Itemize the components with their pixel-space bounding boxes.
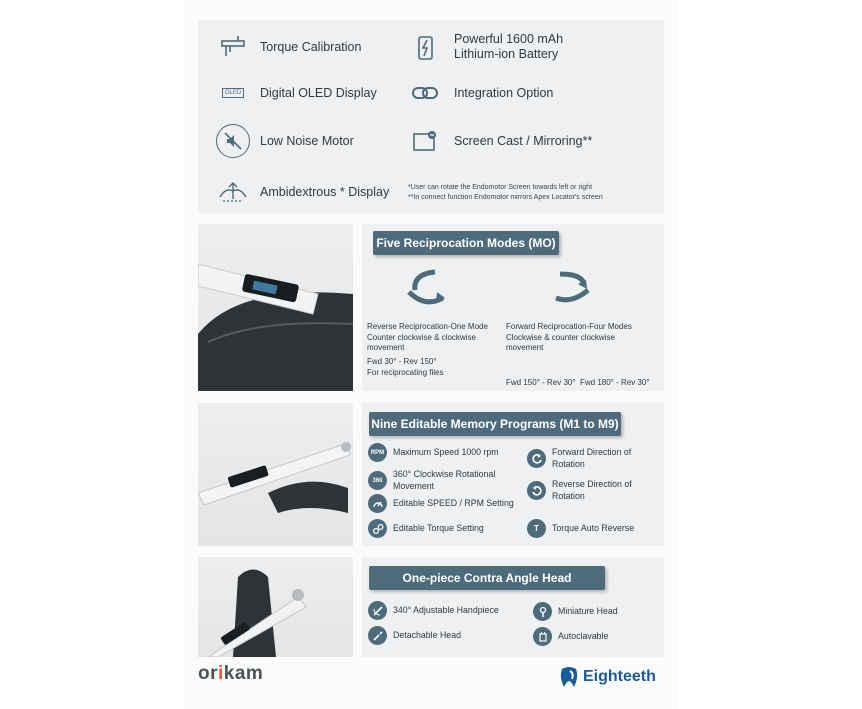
feature-label [552, 447, 631, 470]
footnote-1: *User can rotate the Endomotor Screen towards left or right [408, 184, 593, 191]
reverse-rotation-icon [405, 268, 447, 317]
feature-label: Editable Torque Setting [393, 522, 484, 533]
adjustable-handpiece-icon [368, 601, 387, 620]
reverse-line-2: Counter clockwise & clockwise [367, 332, 476, 342]
eighteeth-logo [558, 665, 656, 689]
feature-miniature-head [533, 602, 618, 621]
feature-label: Maximum Speed 1000 rpm [393, 446, 499, 457]
eighteeth-text: Eighteeth [583, 668, 656, 685]
contra-angle-photo [198, 557, 353, 657]
feature-label: Torque Calibration [260, 39, 362, 54]
detachable-head-icon [368, 626, 387, 645]
feature-label: Autoclavable [558, 630, 609, 641]
feature-max-speed [368, 443, 499, 462]
caliper-icon [216, 30, 250, 64]
feature-integration [408, 76, 553, 110]
forward-description [506, 322, 632, 354]
feature-autoclavable [533, 627, 608, 646]
battery-line-1: Powerful 1600 mAh [454, 32, 564, 46]
feature-label: Ambidextrous * Display [260, 184, 390, 199]
feature-editable-torque [368, 519, 484, 538]
reverse-line-1: Reverse Reciprocation-One Mode [367, 322, 488, 331]
forward-line-2: Clockwise & counter clockwise [506, 332, 615, 342]
feature-oled [216, 76, 377, 110]
orikam-text-3: kam [223, 663, 264, 684]
miniature-head-icon [533, 602, 552, 621]
link-icon [408, 76, 442, 110]
feature-torque-calibration [216, 30, 361, 64]
reverse-line-3: movement [367, 343, 405, 352]
feature-reverse-direction [527, 479, 632, 502]
feature-label [454, 32, 563, 62]
oled-badge: OLED [222, 88, 244, 98]
tooth-icon [558, 665, 580, 689]
feature-label [552, 479, 632, 502]
reverse-line-5: For reciprocating files [367, 367, 444, 377]
feature-editable-speed [368, 494, 514, 513]
fwd-line-1: Forward Direction of [552, 447, 632, 457]
rot360-line-1: 360° Clockwise Rotational [393, 469, 496, 479]
feature-screen-cast [408, 124, 592, 158]
feature-label: Screen Cast / Mirroring** [454, 133, 593, 148]
reverse-values [367, 357, 443, 378]
feature-label: Digital OLED Display [260, 85, 377, 100]
feature-adjustable-handpiece [368, 601, 499, 620]
feature-low-noise [216, 124, 354, 158]
feature-label: Low Noise Motor [260, 133, 354, 148]
speed-gauge-icon [368, 494, 387, 513]
rev-line-2: Rotation [552, 490, 585, 501]
screen-cast-icon [408, 124, 442, 158]
forward-line-1: Forward Reciprocation-Four Modes [506, 322, 632, 331]
reverse-line-4: Fwd 30° - Rev 150° [367, 357, 437, 366]
feature-torque-auto-reverse [527, 519, 634, 538]
feature-detachable-head [368, 626, 461, 645]
feature-label: Editable SPEED / RPM Setting [393, 497, 514, 508]
feature-360-rotation [368, 469, 495, 492]
oled-icon [216, 76, 250, 110]
rpm-icon: RPM [368, 443, 387, 462]
forward-line-4: Fwd 150° - Rev 30° Fwd 180° - Rev 30° [506, 378, 650, 387]
orikam-text-1: or [198, 663, 218, 684]
orikam-logo [198, 663, 263, 685]
feature-label: Torque Auto Reverse [552, 522, 635, 533]
feature-label: Integration Option [454, 85, 554, 100]
battery-line-2: Lithium-ion Battery [454, 47, 559, 61]
torque-settings-icon [368, 519, 387, 538]
feature-ambidextrous [216, 175, 389, 209]
ambidextrous-hands-icon [216, 175, 250, 209]
endomotor-photo-1 [198, 224, 353, 391]
autoclave-icon [533, 627, 552, 646]
endomotor-photo-2 [198, 403, 353, 546]
fwd-line-2: Rotation [552, 458, 585, 469]
reverse-direction-icon [527, 481, 546, 500]
feature-battery [408, 30, 563, 64]
feature-label [393, 469, 495, 492]
reciprocation-title: Five Reciprocation Modes (MO) [373, 231, 559, 255]
forward-line-3: movement [506, 343, 544, 352]
rev-line-1: Reverse Direction of [552, 479, 632, 489]
rotation-360-icon: 360 [368, 471, 387, 490]
feature-label: 340° Adjustable Handpiece [393, 604, 499, 615]
feature-forward-direction [527, 447, 631, 470]
torque-reverse-icon: T [527, 519, 546, 538]
mute-speaker-icon [216, 124, 250, 158]
rot360-line-2: Movement [393, 480, 435, 491]
battery-icon [408, 30, 442, 64]
reverse-description [367, 322, 488, 354]
forward-direction-icon [527, 449, 546, 468]
feature-label: Miniature Head [558, 605, 618, 616]
footnote-2: **In connect function Endomotor mirrors Apex Locator's screen [408, 194, 603, 201]
feature-label: Detachable Head [393, 629, 461, 640]
orikam-text-2: i [218, 663, 224, 684]
contra-title: One-piece Contra Angle Head [369, 566, 605, 590]
forward-rotation-icon [550, 268, 592, 317]
memory-title: Nine Editable Memory Programs (M1 to M9) [369, 412, 621, 436]
